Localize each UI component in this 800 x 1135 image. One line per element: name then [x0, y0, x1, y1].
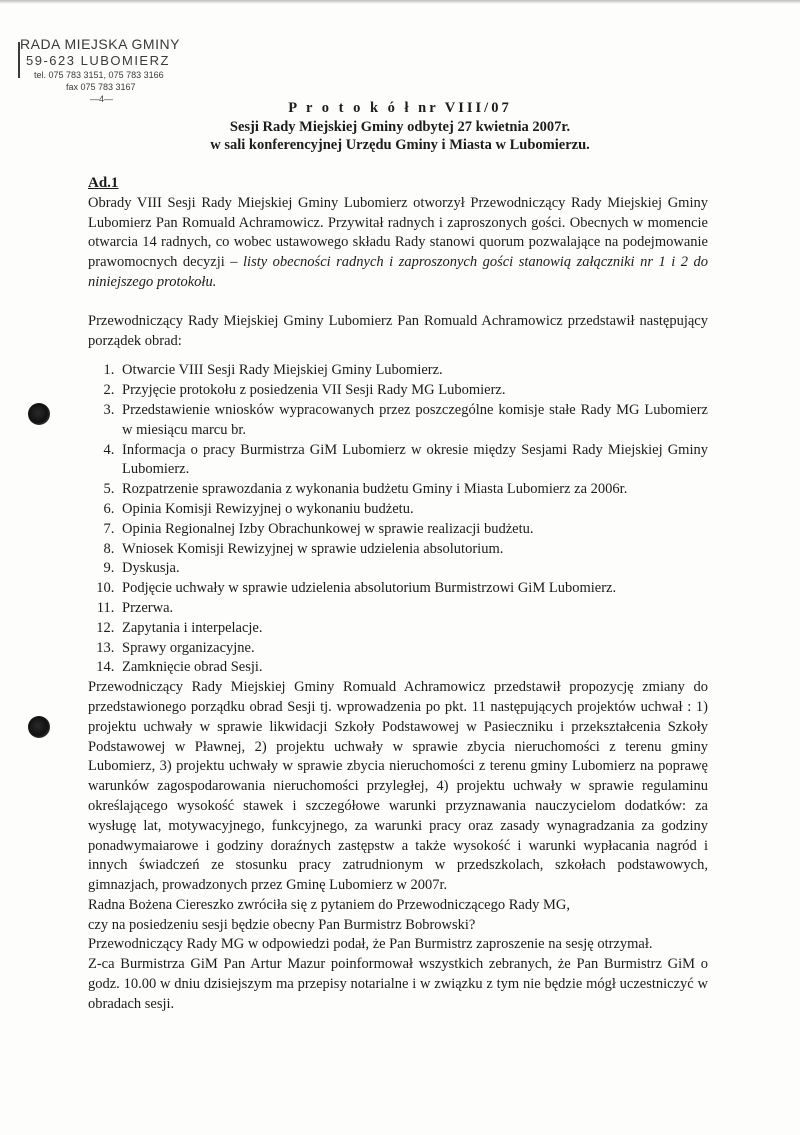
stamp-line-1: RADA MIEJSKA GMINY	[20, 36, 180, 52]
opening-text: Obrady VIII Sesji Rady Miejskiej Gminy Lubomierz otworzył Przewodniczący Rady Miejskiej Gminy Lubomierz Pan Romuald Achramowicz. Przywitał radnych i zaproszonych gości. Obecnych w momencie otwarcia 14 radnych, co wobec ustawowego składu Rady stanowi quorum pozwalające na podejmowanie prawomocnych decyzji –	[88, 194, 708, 271]
punch-hole-bottom	[28, 716, 50, 738]
stamp-line-2: 59-623 LUBOMIERZ	[26, 53, 170, 68]
attendance-note: listy obecności radnych i zaproszonych gości stanowią załączniki nr 1 i 2 do niniejszego protokołu.	[88, 254, 708, 290]
chair-response: Przewodniczący Rady MG w odpowiedzi podał, że Pan Burmistrz zaproszenie na sesję otrzymał.	[88, 936, 653, 953]
venue-line: w sali konferencyjnej Urzędu Gminy i Miasta w Lubomierzu.	[210, 137, 590, 153]
agenda-item: 6. Opinia Komisji Rewizyjnej o wykonaniu budżetu.	[118, 500, 708, 520]
stamp-line-5: —4—	[90, 94, 114, 104]
protocol-title: P r o t o k ó ł nr VIII/07	[288, 100, 512, 116]
session-line: Sesji Rady Miejskiej Gminy odbytej 27 kwietnia 2007r.	[229, 119, 571, 135]
opening-paragraph	[88, 194, 708, 293]
agenda-change-proposal: Przewodniczący Rady Miejskiej Gminy Romuald Achramowicz przedstawił propozycję zmiany do przedstawionego porządku obrad Sesji tj. wprowadzenia po pkt. 11 następujących projektów uchwał : 1) projektu uchwały w sprawie likwidacji Szkoły Podstawowej w Pasieczniku i przekształcenia Szkoły Podstawowej w Pławnej, 2) projektu uchwały w sprawie zbycia nieruchomości z terenu gminy Lubomierz, 3) projektu uchwały w sprawie zbycia nieruchomości z terenu gminy Lubomierz na poprawę warunków zagospodarowania nieruchomości przyległej, 4) projektu uchwały w sprawie regulaminu określającego wysokość stawek i szczegółowe warunki przyznawania nauczycielom dodatków: za wysługę lat, motywacyjnego, funkcyjnego, za warunki pracy oraz zasady wynagradzania za godziny ponadwymaiarowe i godziny doraźnych zastępstw a także wysokość i warunki wypłacania nagród i innych świadczeń ze stosunku pracy zatrudnionym w przedszkolach, szkołach podstawowych, gimnazjach, prowadzonych przez Gminę Lubomierz w 2007r.	[88, 679, 708, 894]
agenda-item: 12. Zapytania i interpelacje.	[118, 619, 708, 639]
agenda-item: 9. Dyskusja.	[118, 559, 708, 579]
agenda-item: 3. Przedstawienie wniosków wypracowanych przez poszczególne komisje stałe Rady MG Lubomierz w miesiącu marcu br.	[118, 401, 708, 441]
section-label: Ad.1	[88, 175, 119, 191]
question-line-1: Radna Bożena Ciereszko zwróciła się z pytaniem do Przewodniczącego Rady MG,	[88, 896, 570, 913]
agenda-item: 1. Otwarcie VIII Sesji Rady Miejskiej Gminy Lubomierz.	[118, 361, 708, 381]
agenda-item: 2. Przyjęcie protokołu z posiedzenia VII Sesji Rady MG Lubomierz.	[118, 381, 708, 401]
agenda-list	[88, 361, 708, 678]
document-body	[88, 158, 708, 1015]
agenda-item: 8. Wniosek Komisji Rewizyjnej w sprawie udzielenia absolutorium.	[118, 540, 708, 560]
agenda-item: 5. Rozpatrzenie sprawozdania z wykonania budżetu Gminy i Miasta Lubomierz za 2006r.	[118, 480, 708, 500]
agenda-item: 13. Sprawy organizacyjne.	[118, 639, 708, 659]
question-line-2: czy na posiedzeniu sesji będzie obecny Pan Burmistrz Bobrowski?	[88, 916, 476, 933]
agenda-item: 10. Podjęcie uchwały w sprawie udzielenia absolutorium Burmistrzowi GiM Lubomierz.	[118, 579, 708, 599]
agenda-intro: Przewodniczący Rady Miejskiej Gminy Lubomierz Pan Romuald Achramowicz przedstawił następujący porządek obrad:	[88, 312, 708, 349]
scan-edge	[0, 0, 800, 4]
deputy-mayor-statement: Z-ca Burmistrza GiM Pan Artur Mazur poinformował wszystkich zebranych, że Pan Burmistrz GiM o godz. 10.00 w dniu dzisiejszym ma przepisy notarialne i w związku z tym nie będzie mógł uczestniczyć w obradach sesji.	[88, 956, 708, 1012]
agenda-item: 7. Opinia Regionalnej Izby Obrachunkowej w sprawie realizacji budżetu.	[118, 520, 708, 540]
agenda-item: 14. Zamknięcie obrad Sesji.	[118, 658, 708, 678]
stamp-line-3: tel. 075 783 3151, 075 783 3166	[34, 70, 164, 80]
agenda-item: 11. Przerwa.	[118, 599, 708, 619]
punch-hole-top	[28, 403, 50, 425]
agenda-item: 4. Informacja o pracy Burmistrza GiM Lubomierz w okresie między Sesjami Rady Miejskiej Gminy Lubomierz.	[118, 441, 708, 481]
stamp-line-4: fax 075 783 3167	[66, 82, 136, 92]
